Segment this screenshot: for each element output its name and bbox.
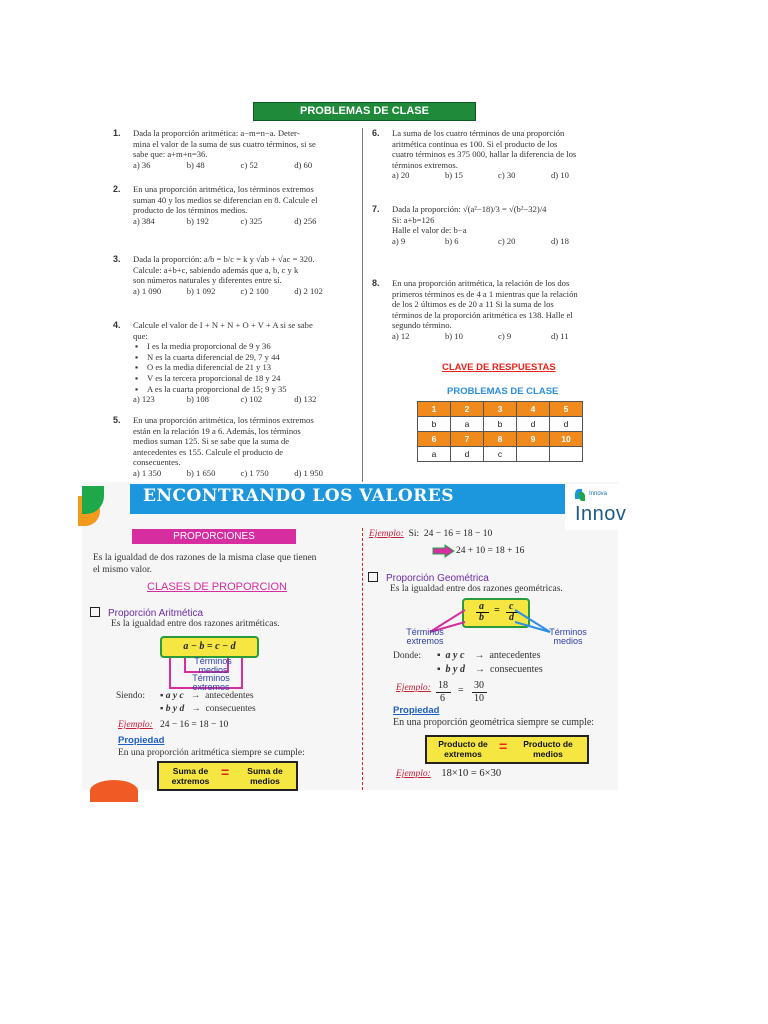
problem-line: suman 40 y los medios se diferencian en 8. Calcule el: [133, 194, 318, 205]
answer-options: [392, 170, 604, 181]
answer-key-cell: d: [451, 447, 484, 462]
geo-donde: Donde:: [393, 651, 421, 661]
frac-18: 18: [438, 680, 448, 691]
problem-line: En una proporción aritmética, los términos extremos: [133, 415, 314, 425]
answer-key-cell: [517, 447, 550, 462]
geo-definition: Es la igualdad entre dos razones geométricas.: [390, 584, 563, 594]
geo-example2-fraction: [436, 680, 496, 706]
geo-example2: [396, 682, 431, 693]
problem-line: La suma de los cuatro términos de una proporción: [392, 128, 565, 138]
answer-options: [392, 236, 604, 247]
problem-item: [372, 278, 604, 342]
box-left: Producto de extremos: [438, 739, 488, 759]
answer-key-cell: d: [517, 417, 550, 432]
answer-option[interactable]: c) 1 750: [240, 467, 269, 478]
problem-number: 7.: [372, 204, 380, 214]
problem-item: [372, 204, 604, 246]
problem-line: términos extremos.: [392, 159, 458, 170]
answer-option[interactable]: b) 48: [186, 159, 205, 170]
problem-line: aritmética continua es 100. Si el producto de los: [392, 138, 558, 149]
frac-eq: =: [458, 685, 464, 696]
answer-option[interactable]: c) 325: [240, 215, 263, 226]
problem-line: segundo término.: [392, 320, 452, 331]
problem-line: consecuentes.: [133, 457, 181, 468]
problem-item: [372, 128, 604, 181]
answer-option[interactable]: b) 6: [445, 235, 459, 246]
answer-key-cell: 8: [484, 432, 517, 447]
answer-key-cell: a: [451, 417, 484, 432]
arrow-right-icon: [432, 544, 456, 558]
answer-options: [392, 331, 604, 342]
arit-propiedad: Propiedad: [118, 735, 165, 746]
ejemplo-eq: 24 − 16 = 18 − 10: [423, 529, 493, 539]
frac-b: b: [479, 612, 484, 623]
problem-item: [113, 184, 348, 226]
answer-key-cell: a: [418, 447, 451, 462]
arit-bd-desc: consecuentes: [205, 704, 256, 714]
definition-line: el mismo valor.: [93, 565, 152, 575]
ejemplo-si: Si:: [408, 529, 420, 539]
answer-key-cell: b: [418, 417, 451, 432]
problem-number: 4.: [113, 320, 121, 330]
problem-line: están en la relación 19 a 6. Además, los términos: [133, 425, 301, 436]
answer-option[interactable]: c) 9: [498, 330, 512, 341]
checkbox-icon: [90, 607, 100, 617]
ejemplo-value: 24 − 16 = 18 − 10: [159, 720, 229, 730]
box-right: Producto de medios: [523, 739, 573, 759]
answer-key-cell: [550, 447, 583, 462]
geo-example3: [396, 768, 501, 779]
problem-line: Dada la proporción: √(a²−18)/3 = √(b²−32)/4: [392, 204, 547, 214]
answer-option[interactable]: c) 102: [240, 394, 263, 405]
problem-number: 1.: [113, 128, 121, 138]
answer-option[interactable]: a) 1 350: [133, 467, 162, 478]
problem-number: 6.: [372, 128, 380, 138]
problem-line: Halle el valor de: b−a: [392, 225, 467, 236]
answer-option[interactable]: b) 15: [445, 170, 463, 181]
geo-medios-label: Términos medios: [549, 627, 587, 646]
answer-options: [133, 468, 348, 479]
ejemplo-value: 18×10 = 6×30: [441, 768, 502, 779]
problem-number: 3.: [113, 254, 121, 264]
arit-bd-row: ▪ b y d → consecuentes: [160, 704, 256, 714]
answer-option[interactable]: d) 132: [294, 394, 317, 405]
answer-option[interactable]: a) 36: [133, 159, 151, 170]
answer-option[interactable]: d) 10: [551, 170, 569, 181]
problem-number: 8.: [372, 278, 380, 288]
problem-item: [113, 320, 348, 405]
logo-small-text: Innova: [589, 491, 608, 497]
frac-a: a: [479, 601, 484, 612]
ejemplo-label: Ejemplo:: [118, 720, 153, 730]
problem-line: Dada la proporción: a/b = b/c = k y √ab + √ac = 320.: [133, 254, 315, 264]
clases-heading: CLASES DE PROPORCION: [147, 581, 287, 593]
problem-bullets: [133, 341, 348, 394]
ejemplo-label: Ejemplo:: [396, 769, 431, 779]
frac-c: c: [509, 601, 514, 612]
bullet-item: ▪ N es la cuarta diferencial de 29, 7 y 44: [133, 352, 348, 363]
answer-option[interactable]: c) 2 100: [240, 285, 269, 296]
problem-line: cuatro términos es 375 000, hallar la diferencia de los: [392, 149, 577, 160]
arit-ac-row: ▪ a y c → antecedentes: [160, 691, 254, 701]
definition-line: Es la igualdad de dos razones de la misma clase que tienen: [93, 553, 317, 563]
answer-option[interactable]: a) 384: [133, 215, 155, 226]
box-eq: =: [221, 764, 230, 780]
problem-item: [113, 128, 348, 170]
geo-ac: a y c: [445, 650, 465, 661]
frac-10: 10: [474, 693, 484, 704]
problem-number: 2.: [113, 184, 121, 194]
answer-key-cell: c: [484, 447, 517, 462]
answer-option[interactable]: d) 11: [551, 330, 569, 341]
checkbox-icon: [368, 572, 378, 582]
problem-line: Calcule: a+b+c, sabiendo además que a, b, c y k: [133, 264, 299, 275]
geo-extremos-label: Términos extremos: [406, 627, 444, 646]
arit-ac-desc: antecedentes: [205, 691, 254, 701]
answer-option[interactable]: a) 1 090: [133, 285, 162, 296]
answer-option[interactable]: b) 192: [186, 215, 209, 226]
answer-options: [133, 160, 348, 171]
answer-option[interactable]: c) 52: [240, 159, 258, 170]
answer-options: [133, 394, 348, 405]
arit-siendo: Siendo:: [116, 691, 146, 701]
bullet-item: ▪ I es la media proporcional de 9 y 36: [133, 341, 348, 352]
problem-line: que:: [133, 330, 148, 341]
bullet-item: ▪ O es la media diferencial de 21 y 13: [133, 362, 348, 373]
problem-line: son números naturales y diferentes entre sí.: [133, 275, 282, 286]
answer-key-cell: 3: [484, 402, 517, 417]
logo-big-text: Innov: [575, 503, 627, 525]
frac-d: d: [509, 612, 514, 623]
answer-key-cell: 9: [517, 432, 550, 447]
arit-example: [118, 720, 228, 730]
answer-key-title: CLAVE DE RESPUESTAS: [442, 362, 556, 373]
problem-line: En una proporción aritmética, los términos extremos: [133, 184, 314, 194]
page-title: PROBLEMAS DE CLASE: [253, 102, 476, 121]
answer-key-subtitle: PROBLEMAS DE CLASE: [447, 386, 559, 397]
answer-option[interactable]: c) 30: [498, 170, 516, 181]
geo-property-box: [425, 735, 589, 764]
geo-heading: Proporción Geométrica: [386, 573, 489, 584]
answer-option[interactable]: d) 1 950: [294, 467, 323, 478]
arit-bd: b y d: [165, 704, 185, 714]
arit-property-box: [157, 761, 298, 791]
problem-line: mina el valor de la suma de sus cuatro términos, si se: [133, 138, 316, 149]
problem-line: sabe que: a+m+n=36.: [133, 149, 208, 160]
frac-30: 30: [474, 680, 484, 691]
box-right: Suma de medios: [247, 766, 283, 786]
geo-bd-desc: consecuentes: [490, 664, 543, 675]
ejemplo-label: Ejemplo:: [396, 683, 431, 693]
lesson-banner-title: ENCONTRANDO LOS VALORES: [143, 486, 454, 506]
geo-ac-desc: antecedentes: [489, 650, 541, 661]
problem-line: producto de los términos medios.: [133, 205, 248, 216]
answer-key-cell: 6: [418, 432, 451, 447]
problem-line: de los 2 últimos es de 20 a 11 Si la suma de los: [392, 299, 554, 310]
answer-option[interactable]: d) 2 102: [294, 285, 323, 296]
answer-key-cell: 2: [451, 402, 484, 417]
problem-line: medios suman 125. Si se sabe que la suma de: [133, 436, 290, 447]
answer-key-cell: 4: [517, 402, 550, 417]
geo-propiedad: Propiedad: [393, 705, 440, 716]
answer-option[interactable]: a) 123: [133, 394, 155, 405]
answer-option[interactable]: b) 108: [186, 394, 209, 405]
innova-logo: [565, 484, 627, 530]
decor-orange-bottom: [90, 780, 138, 802]
problem-line: primeros términos es de 4 a 1 mientras que la relación: [392, 288, 578, 299]
answer-option[interactable]: a) 12: [392, 330, 410, 341]
arit-definition: Es la igualdad entre dos razones aritméticas.: [111, 619, 280, 629]
answer-option[interactable]: c) 20: [498, 235, 516, 246]
definition-text: [93, 552, 363, 576]
column-divider: [362, 128, 363, 483]
arit-extremos-label: Términos extremos: [192, 673, 230, 692]
proporciones-label: PROPORCIONES: [132, 529, 296, 544]
answer-option[interactable]: b) 10: [445, 330, 463, 341]
geo-example-result: 24 + 10 = 18 + 16: [456, 546, 525, 556]
box-eq: =: [499, 738, 508, 754]
problem-line: antecedentes es 155. Calcule el producto de: [133, 446, 284, 457]
arit-medios-label: Términos medios: [194, 656, 232, 675]
answer-option[interactable]: a) 9: [392, 235, 406, 246]
answer-key-cell: 5: [550, 402, 583, 417]
problem-item: [113, 415, 348, 479]
answer-option[interactable]: a) 20: [392, 170, 410, 181]
problem-line: términos de la proporción aritmética es 138. Halle el: [392, 309, 573, 320]
answer-key-table: [417, 401, 583, 462]
arit-formula: a − b = c − d: [160, 636, 259, 658]
frac-6: 6: [440, 693, 445, 704]
arit-heading: Proporción Aritmética: [108, 608, 204, 619]
answer-key-cell: b: [484, 417, 517, 432]
problem-number: 5.: [113, 415, 121, 425]
ejemplo-label: Ejemplo:: [369, 529, 404, 539]
answer-key-cell: 1: [418, 402, 451, 417]
arit-ac: a y c: [165, 691, 184, 701]
problem-line: Dada la proporción aritmética: a−m=n−a. Deter-: [133, 128, 300, 138]
answer-option[interactable]: b) 1 650: [186, 467, 216, 478]
answer-options: [133, 286, 348, 297]
geo-bd: b y d: [445, 664, 465, 675]
answer-key-cell: d: [550, 417, 583, 432]
bullet-item: ▪ A es la cuarta proporcional de 15; 9 y 35: [133, 384, 348, 395]
answer-option[interactable]: d) 18: [551, 235, 569, 246]
arit-propiedad-text: En una proporción aritmética siempre se cumple:: [118, 748, 305, 758]
geo-ac-row: ▪ a y c → antecedentes: [437, 650, 541, 661]
leaf-icon: [579, 492, 585, 501]
answer-options: [133, 216, 348, 227]
geo-example-top: [369, 529, 492, 539]
problem-line: Si: a+b=126: [392, 214, 435, 225]
problem-item: [113, 254, 348, 296]
answer-key-cell: 10: [550, 432, 583, 447]
bullet-item: ▪ V es la tercera proporcional de 18 y 24: [133, 373, 348, 384]
problem-line: En una proporción aritmética, la relación de los dos: [392, 278, 570, 288]
answer-option[interactable]: d) 256: [294, 215, 317, 226]
problem-line: Calcule el valor de I + N + N + O + V + A si se sabe: [133, 320, 313, 330]
answer-key-cell: 7: [451, 432, 484, 447]
frac-eq: =: [494, 605, 500, 616]
answer-option[interactable]: b) 1 092: [186, 285, 216, 296]
geo-bd-row: ▪ b y d → consecuentes: [437, 664, 543, 675]
answer-option[interactable]: d) 60: [294, 159, 313, 170]
geo-propiedad-text: En una proporción geométrica siempre se cumple:: [393, 717, 595, 728]
box-left: Suma de extremos: [171, 766, 210, 786]
